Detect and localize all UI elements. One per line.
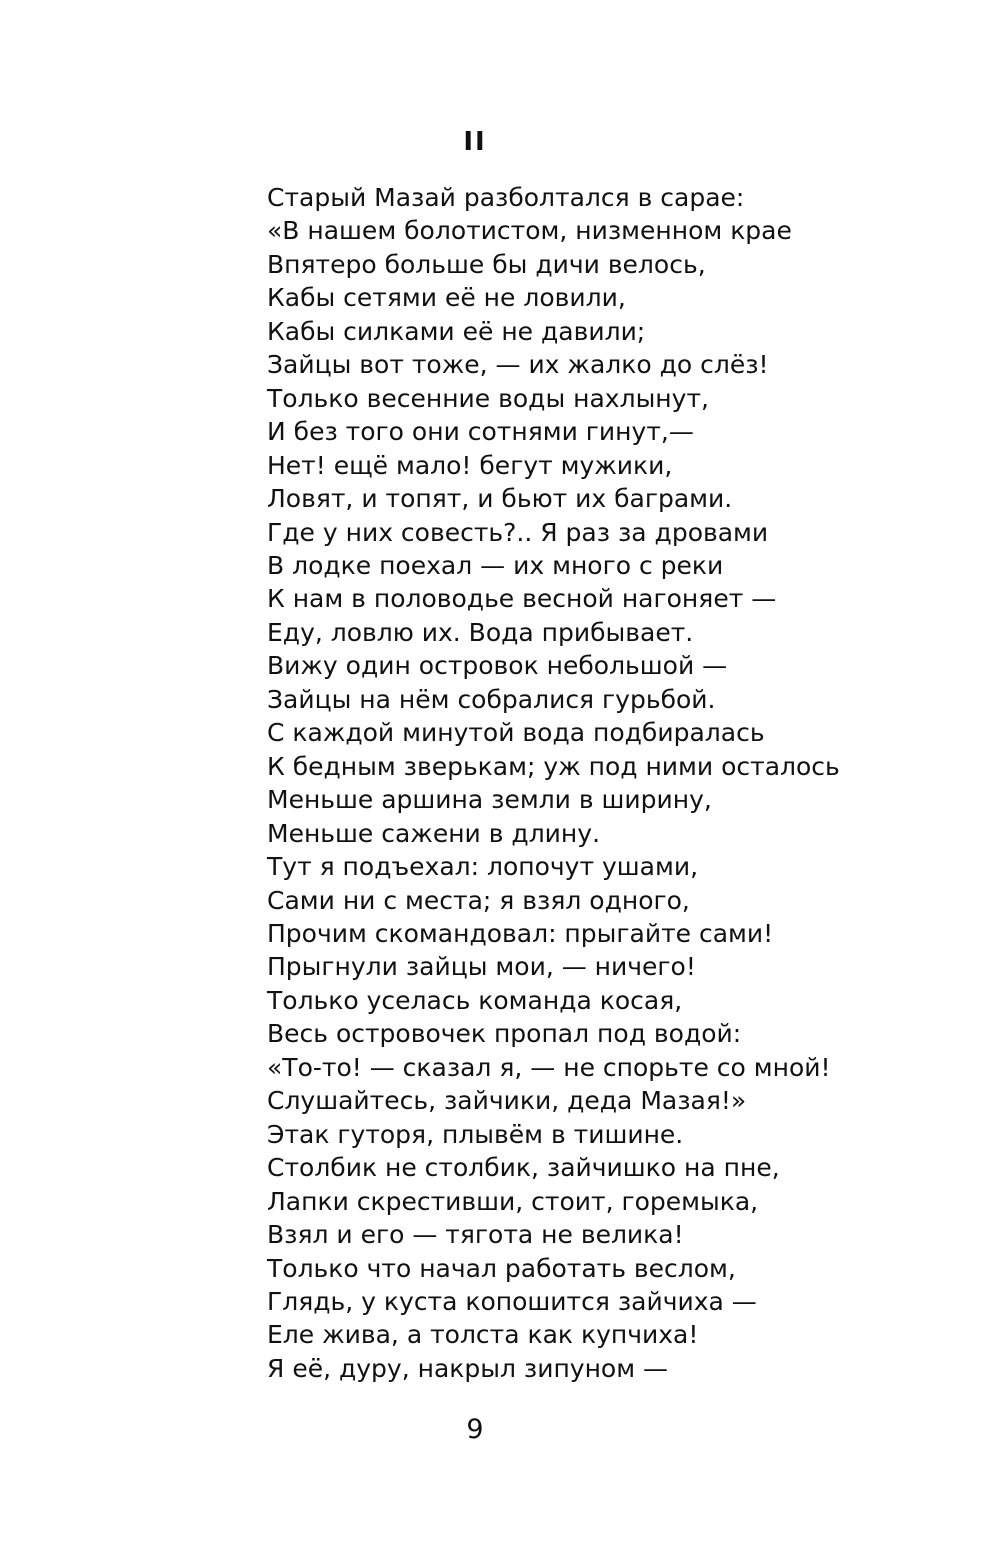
poem-line: В лодке поехал — их много с реки	[267, 550, 724, 580]
poem-line: И без того они сотнями гинут,—	[267, 417, 694, 447]
poem-line: Тут я подъехал: лопочут ушами,	[267, 852, 699, 882]
poem-line: Меньше аршина земли в ширину,	[267, 785, 712, 815]
poem-line: Зайцы на нём собралися гурьбой.	[267, 684, 716, 714]
poem-line: Я её, дуру, накрыл зипуном —	[267, 1353, 669, 1383]
poem-line: Еду, ловлю их. Вода прибывает.	[267, 617, 694, 647]
poem-line: «То-то! — сказал я, — не спорьте со мной!	[267, 1052, 831, 1082]
poem-line: Этак гуторя, плывём в тишине.	[267, 1119, 684, 1149]
poem-line: Сами ни с места; я взял одного,	[267, 885, 690, 915]
poem-line: Старый Мазай разболтался в сарае:	[267, 183, 745, 212]
poem-line: Только уселась команда косая,	[267, 985, 683, 1015]
poem-line: Только что начал работать веслом,	[267, 1253, 736, 1283]
poem-line: «В нашем болотистом, низменном крае	[267, 216, 792, 246]
poem-line: К бедным зверькам; уж под ними осталось	[267, 751, 840, 781]
poem-line: Столбик не столбик, зайчишко на пне,	[267, 1153, 780, 1183]
chapter-heading: II	[463, 127, 487, 157]
poem-line: Впятеро больше бы дичи велось,	[267, 249, 706, 279]
poem-line: Прыгнули зайцы мои, — ничего!	[267, 952, 696, 982]
poem-line: Взял и его — тягота не велика!	[267, 1220, 684, 1250]
poem-line: Ловят, и топят, и бьют их баграми.	[267, 484, 733, 514]
poem-text	[267, 181, 840, 1385]
poem-line: Прочим скомандовал: прыгайте сами!	[267, 918, 774, 948]
poem-line: Еле жива, а толста как купчиха!	[267, 1320, 699, 1350]
poem-line: Только весенние воды нахлынут,	[267, 383, 709, 413]
poem-line: Лапки скрестивши, стоит, горемыка,	[267, 1186, 759, 1216]
poem-line: Нет! ещё мало! бегут мужики,	[267, 450, 673, 480]
poem-line: Вижу один островок небольшой —	[267, 651, 728, 681]
poem-line: Кабы сетями её не ловили,	[267, 283, 626, 313]
poem-line: Зайцы вот тоже, — их жалко до слёз!	[267, 350, 769, 380]
poem-line: Где у них совесть?.. Я раз за дровами	[267, 517, 769, 547]
page-number: 9	[466, 1414, 484, 1445]
poem-line: К нам в половодье весной нагоняет —	[267, 584, 777, 614]
poem-line: Кабы силками её не давили;	[267, 316, 646, 346]
poem-line: Глядь, у куста копошится зайчиха —	[267, 1286, 757, 1316]
poem-line: Меньше сажени в длину.	[267, 818, 601, 848]
poem-line: С каждой минутой вода подбиралась	[267, 718, 765, 748]
poem-line: Весь островочек пропал под водой:	[267, 1019, 742, 1049]
poem-line: Слушайтесь, зайчики, деда Мазая!»	[267, 1086, 747, 1116]
